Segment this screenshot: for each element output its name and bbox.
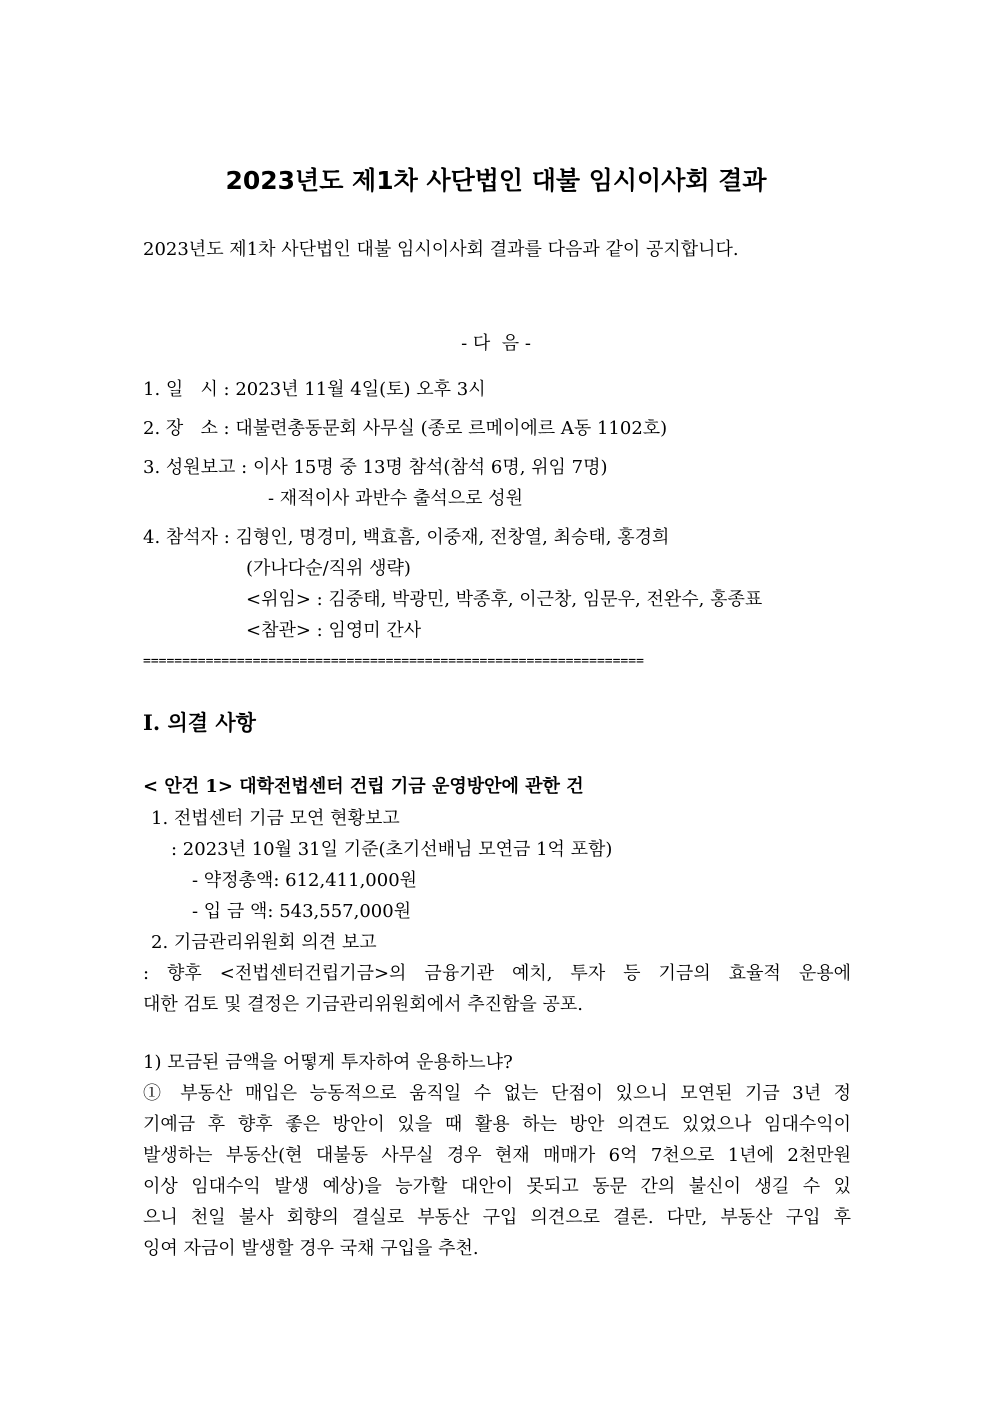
intro-text: 2023년도 제1차 사단법인 대불 임시이사회 결과를 다음과 같이 공지합니다. <box>143 239 739 260</box>
agenda-pledge-total: - 약정총액: 612,411,000원 <box>192 870 418 891</box>
info-proxy: <위임> : 김중태, 박광민, 박종후, 이근창, 임문우, 전완수, 홍종표 <box>246 589 763 610</box>
answer-1-line2: 기예금 후 향후 좋은 방안이 있을 때 활용 하는 방안 의견도 있었으나 임대수익이 <box>143 1114 851 1135</box>
info-datetime: 1. 일 시 : 2023년 11월 4일(토) 오후 3시 <box>143 379 486 400</box>
info-attendees-note: (가나다순/직위 생략) <box>246 558 411 579</box>
info-attendees: 4. 참석자 : 김형인, 명경미, 백효흠, 이중재, 전창열, 최승태, 홍경희 <box>143 527 670 548</box>
section-title: Ⅰ. 의결 사항 <box>143 710 256 735</box>
divider-rule: ================================================================ <box>143 654 644 669</box>
agenda-sub1-date: : 2023년 10월 31일 기준(초기선배님 모연금 1억 포함) <box>171 839 613 860</box>
answer-1-line5: 으니 천일 불사 회향의 결실로 부동산 구입 의견으로 결론. 다만, 부동산 구입 후 <box>143 1207 851 1228</box>
info-location: 2. 장 소 : 대불련총동문회 사무실 (종로 르메이에르 A동 1102호) <box>143 418 668 439</box>
answer-1-line1: ① 부동산 매입은 능동적으로 움직일 수 없는 단점이 있으니 모연된 기금 3년 정 <box>143 1083 851 1104</box>
agenda-sub2-line1: : 향후 <전법센터건립기금>의 금융기관 예치, 투자 등 기금의 효율적 운용에 <box>143 963 851 984</box>
document-title: 2023년도 제1차 사단법인 대불 임시이사회 결과 <box>225 166 767 195</box>
answer-1-line4: 이상 임대수익 발생 예상)을 능가할 대안이 못되고 동문 간의 불신이 생길 수 있 <box>143 1176 851 1197</box>
info-quorum: 3. 성원보고 : 이사 15명 중 13명 참석(참석 6명, 위임 7명) <box>143 457 608 478</box>
heading-next: - 다 음 - <box>461 333 531 354</box>
agenda-title: < 안건 1> 대학전법센터 건립 기금 운영방안에 관한 건 <box>143 776 584 797</box>
answer-1-line6: 잉여 자금이 발생할 경우 국채 구입을 추천. <box>143 1238 479 1259</box>
question-1: 1) 모금된 금액을 어떻게 투자하여 운용하느냐? <box>143 1052 513 1073</box>
agenda-deposit-amount: - 입 금 액: 543,557,000원 <box>192 901 412 922</box>
answer-1-line3: 발생하는 부동산(현 대불동 사무실 경우 현재 매매가 6억 7천으로 1년에 2천만원 <box>143 1145 851 1166</box>
agenda-sub2: 2. 기금관리위원회 의견 보고 <box>151 932 377 953</box>
agenda-sub2-line2: 대한 검토 및 결정은 기금관리위원회에서 추진함을 공포. <box>143 994 583 1015</box>
info-observer: <참관> : 임영미 간사 <box>246 620 422 641</box>
agenda-sub1: 1. 전법센터 기금 모연 현황보고 <box>151 808 400 829</box>
info-quorum-note: - 재적이사 과반수 출석으로 성원 <box>268 488 524 509</box>
